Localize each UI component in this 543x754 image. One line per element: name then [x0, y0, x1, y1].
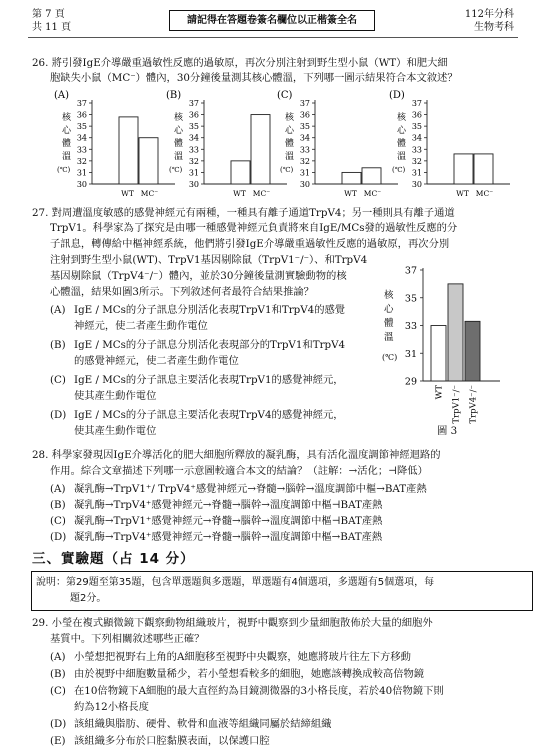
q26-b-ytick-label: 34 — [188, 133, 199, 143]
fig3-ylabel-char: 心 — [384, 304, 394, 315]
q28-option-a-label[interactable]: (A) — [50, 483, 66, 495]
q26-d-ytick-label: 32 — [411, 156, 422, 166]
q26-c-ytick-label: 36 — [299, 110, 310, 120]
fig3-bar-trpv4 — [465, 321, 480, 381]
q26-c-ytick-label: 31 — [299, 168, 310, 178]
q26-d-ytick-label: 34 — [411, 133, 422, 143]
figure-3-chart — [380, 262, 510, 442]
q26-c-bar-wt — [342, 172, 361, 184]
q27-line-4: 注射到野生型小鼠(WT)、TrpV1基因剔除鼠（TrpV1⁻/⁻）、和TrpV4 — [50, 254, 368, 266]
section-3-note-line-2: 題2分。 — [70, 593, 107, 604]
q28-line-1: 28. 科學家發現因IgE介導活化的肥大細胞所釋放的凝乳酶，具有活化溫度調節神經迴路的 — [32, 449, 441, 461]
q26-c-ylabel-unit: (℃) — [280, 166, 294, 174]
q26-c-ytick-label: 37 — [299, 99, 310, 108]
q26-d-ylabel-unit: (℃) — [392, 166, 406, 174]
q26-a-ytick-label: 32 — [76, 156, 87, 166]
q26-d-bar-mc — [474, 154, 493, 184]
q26-b-bar-mc — [251, 115, 270, 184]
q26-a-ytick-label: 35 — [76, 122, 87, 132]
q26-c-ylabel-char: 體 — [285, 139, 295, 149]
q26-d-ylabel-char: 心 — [397, 126, 407, 136]
section-3-note-line-1: 說明：第29題至第35題，包含單選題與多選題，單選題有4個選項，多選題有5個選項，每 — [36, 577, 435, 588]
q29-line-2: 基質中。下列相關敘述哪些正確？ — [50, 633, 205, 645]
exam-year: 112年分科 — [464, 9, 514, 20]
q26-b-ytick-label: 36 — [188, 110, 199, 120]
fig3-x-label-trpv1: TrpV1⁻/⁻ — [451, 385, 462, 424]
q26-c-ylabel-char: 核 — [285, 113, 295, 123]
q27-option-a-label[interactable]: (A) — [50, 304, 66, 316]
q26-option-charts — [0, 90, 543, 202]
q26-b-ylabel-char: 心 — [174, 126, 184, 136]
fig3-ytick-label: 35 — [404, 293, 417, 305]
q26-d-ylabel-char: 溫 — [397, 152, 407, 162]
q26-d-x-label-wt: WT — [456, 189, 469, 198]
q29-option-e-text: 該組織多分布於口腔黏膜表面，以保護口腔 — [74, 735, 270, 747]
q29-option-c-text-1: 在10倍物鏡下A細胞的最大直徑約為目鏡測微器的3小格長度，若於40倍物鏡下則 — [74, 685, 444, 697]
fig3-x-label-wt: WT — [434, 385, 445, 400]
fig3-ylabel-char: 溫 — [384, 332, 394, 343]
q26-a-option-label: (A) — [54, 90, 70, 101]
q26-c-ytick-label: 33 — [299, 145, 310, 155]
q26-a-ytick-label: 31 — [76, 168, 87, 178]
q26-b-x-label-mc: MC⁻ — [252, 189, 271, 198]
q26-a-x-label-mc: MC⁻ — [140, 189, 159, 198]
q27-option-a-text-1: IgE / MCs的分子訊息分別活化表現TrpV1和TrpV4的感覺 — [74, 304, 346, 316]
q26-a-ytick-label: 33 — [76, 145, 87, 155]
q27-option-c-text-2: 使其產生動作電位 — [74, 390, 157, 402]
q26-d-bar-wt — [454, 154, 473, 184]
q26-a-ytick-label: 34 — [76, 133, 87, 143]
q27-option-d-text-1: IgE / MCs的分子訊息主要活化表現TrpV4的感覺神經元， — [74, 409, 344, 421]
q28-option-b-label[interactable]: (B) — [50, 499, 66, 511]
q28-option-c-label[interactable]: (C) — [50, 515, 66, 527]
q27-line-5: 基因剔除鼠（TrpV4⁻/⁻）體內，並於30分鐘後量測實驗動物的核 — [50, 270, 347, 282]
q26-b-ytick-label: 30 — [188, 180, 199, 189]
q28-option-d-label[interactable]: (D) — [50, 531, 67, 543]
q26-c-ylabel-char: 溫 — [285, 152, 295, 162]
q28-option-a-text: 凝乳酶→TrpV1⁺/ TrpV4⁺感覺神經元→脊髓→腦幹→溫度調節中樞→BAT產熱 — [74, 483, 427, 495]
q28-option-b-text: 凝乳酶→TrpV4⁺感覺神經元→脊髓→腦幹→溫度調節中樞⊣BAT產熱 — [74, 499, 383, 511]
q29-option-d-label[interactable]: (D) — [50, 718, 67, 730]
q26-d-ylabel-char: 體 — [397, 139, 407, 149]
subject: 生物考科 — [474, 22, 514, 33]
q26-d-ytick-label: 35 — [411, 122, 422, 132]
q26-c-option-label: (C) — [277, 90, 293, 101]
q26-b-ytick-label: 33 — [188, 145, 199, 155]
q29-option-a-label[interactable]: (A) — [50, 651, 66, 663]
q26-b-ylabel-char: 體 — [174, 139, 184, 149]
q26-a-x-label-wt: WT — [121, 189, 134, 198]
q26-a-ylabel-char: 核 — [62, 113, 72, 123]
q26-a-bar-mc — [139, 138, 158, 184]
q27-option-b-text-1: IgE / MCs的分子訊息分別活化表現部分的TrpV1和TrpV4 — [74, 339, 346, 351]
q26-b-bar-wt — [231, 161, 250, 184]
header-divider — [28, 37, 518, 38]
figure-3-caption: 圖 3 — [437, 425, 458, 437]
q26-line-1: 26. 將引發IgE介導嚴重過敏性反應的過敏原，再次分別注射到野生型小鼠（WT）和肥大細 — [32, 57, 448, 69]
q26-d-ytick-label: 31 — [411, 168, 422, 178]
q27-option-b-text-2: 的感覺神經元，使二者產生動作電位 — [74, 355, 239, 367]
q26-d-ytick-label: 30 — [411, 180, 422, 189]
q26-a-bar-wt — [119, 117, 138, 184]
q28-option-c-text: 凝乳酶→TrpV1⁺感覺神經元→脊髓→腦幹→溫度調節中樞⊣BAT產熱 — [74, 515, 383, 527]
q29-option-d-text: 該組織與脂肪、硬骨、軟骨和血液等組織同屬於結締組織 — [74, 718, 332, 730]
q27-line-3: 子訊息，轉傳給中樞神經系統，他們將引發IgE介導嚴重過敏性反應的過敏原，再次分別 — [50, 238, 450, 250]
q26-c-ytick-label: 32 — [299, 156, 310, 166]
q29-option-b-label[interactable]: (B) — [50, 668, 66, 680]
q26-a-ylabel-char: 心 — [62, 126, 72, 136]
page-number: 第 7 頁 — [32, 9, 65, 20]
fig3-ytick-label: 29 — [404, 376, 417, 388]
q29-option-a-text: 小瑩想把視野右上角的A細胞移至視野中央觀察，她應將玻片往左下方移動 — [74, 651, 411, 663]
q29-option-b-text: 由於視野中細胞數量稀少，若小瑩想看較多的細胞，她應該轉換成較高倍物鏡 — [74, 668, 425, 680]
signature-notice: 請記得在答題卷簽名欄位以正楷簽全名 — [169, 10, 375, 31]
fig3-bar-wt — [431, 326, 446, 382]
q26-a-ytick-label: 36 — [76, 110, 87, 120]
q26-c-x-label-wt: WT — [344, 189, 357, 198]
q26-b-ylabel-char: 核 — [174, 113, 184, 123]
fig3-ylabel-char: 核 — [384, 290, 394, 301]
q26-a-ytick-label: 37 — [76, 99, 87, 108]
q26-c-ytick-label: 34 — [299, 133, 310, 143]
q26-b-option-label: (B) — [166, 90, 182, 101]
q26-a-ylabel-char: 溫 — [62, 152, 72, 162]
q27-option-d-text-2: 使其產生動作電位 — [74, 425, 157, 437]
page-total: 共 11 頁 — [32, 22, 72, 33]
q28-option-d-text: 凝乳酶→TrpV4⁺感覺神經元→脊髓→腦幹→溫度調節中樞→BAT產熱 — [74, 531, 383, 543]
fig3-ylabel-char: 體 — [384, 318, 394, 329]
section-3-note-box — [31, 571, 533, 611]
q26-d-ytick-label: 36 — [411, 110, 422, 120]
q27-line-2: TrpV1。科學家為了探究是由哪一種感覺神經元負責將來自IgE/MCs發的過敏性反應的分 — [50, 222, 458, 234]
q26-a-ylabel-unit: (℃) — [57, 166, 71, 174]
q27-option-d-label[interactable]: (D) — [50, 409, 67, 421]
q27-option-a-text-2: 神經元，使二者產生動作電位 — [74, 320, 208, 332]
q26-c-bar-mc — [362, 168, 381, 184]
q26-b-ylabel-unit: (℃) — [169, 166, 183, 174]
q26-d-ylabel-char: 核 — [397, 113, 407, 123]
q28-line-2: 作用。綜合文章描述下列哪一示意圖較適合本文的結論？（註解：→活化；⊣降低） — [50, 465, 428, 477]
q26-c-ytick-label: 35 — [299, 122, 310, 132]
q26-b-ytick-label: 31 — [188, 168, 199, 178]
q27-option-c-text-1: IgE / MCs的分子訊息主要活化表現TrpV1的感覺神經元， — [74, 374, 344, 386]
q26-line-2: 胞缺失小鼠（MC⁻）體內，30分鐘後量測其核心體溫，下列哪一圖示結果符合本文敘述？ — [50, 72, 458, 84]
q26-d-x-label-mc: MC⁻ — [475, 189, 494, 198]
q26-c-ylabel-char: 心 — [285, 126, 295, 136]
fig3-ytick-label: 37 — [404, 265, 417, 277]
q26-d-ytick-label: 33 — [411, 145, 422, 155]
fig3-ytick-label: 31 — [404, 348, 417, 360]
q26-b-ytick-label: 35 — [188, 122, 199, 132]
q26-a-ytick-label: 30 — [76, 180, 87, 189]
fig3-bar-trpv1 — [448, 284, 463, 381]
q27-option-c-label[interactable]: (C) — [50, 374, 66, 386]
q29-option-c-text-2: 約為12小格長度 — [74, 701, 149, 713]
q29-option-e-label[interactable]: (E) — [50, 735, 66, 747]
q26-b-ylabel-char: 溫 — [174, 152, 184, 162]
fig3-x-label-trpv4: TrpV4⁻/⁻ — [468, 385, 479, 424]
fig3-ylabel-unit: (℃) — [382, 353, 398, 362]
q29-line-1: 29. 小瑩在複式顯微鏡下觀察動物組織玻片，視野中觀察到少量細胞散佈於大量的細胞外 — [32, 617, 433, 629]
q27-line-6: 心體溫，結果如圖3所示。下列敘述何者最符合結果推論？ — [50, 286, 314, 298]
q26-a-ylabel-char: 體 — [62, 139, 72, 149]
q26-c-ytick-label: 30 — [299, 180, 310, 189]
q26-b-x-label-wt: WT — [233, 189, 246, 198]
q26-c-x-label-mc: MC⁻ — [363, 189, 382, 198]
q26-d-option-label: (D) — [389, 90, 405, 101]
fig3-ytick-label: 33 — [404, 321, 417, 332]
q27-option-b-label[interactable]: (B) — [50, 339, 66, 351]
q26-d-ytick-label: 37 — [411, 99, 422, 108]
q26-b-ytick-label: 37 — [188, 99, 199, 108]
q29-option-c-label[interactable]: (C) — [50, 685, 66, 697]
q27-line-1: 27. 對周遭溫度敏感的感覺神經元有兩種，一種具有離子通道TrpV4；另一種則具有離子通道 — [32, 207, 455, 219]
section-3-title: 三、實驗題（占 14 分） — [32, 551, 195, 567]
q26-b-ytick-label: 32 — [188, 156, 199, 166]
